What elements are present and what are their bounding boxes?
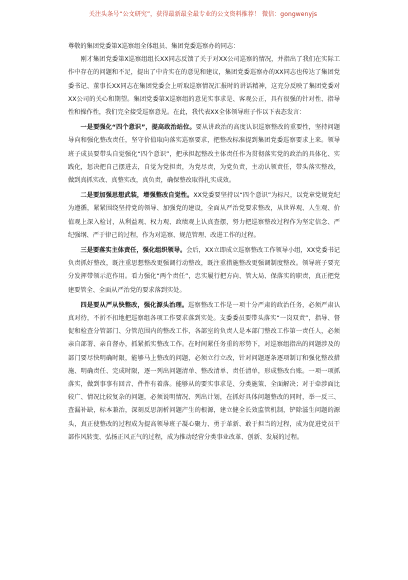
paragraph: [68, 244, 340, 297]
paragraph-lead: 二是要加强思想武装，增强整改自觉性。: [80, 192, 194, 200]
paragraph-body: 刚才集团党委第X巡察组组长XX同志反馈了关于对XX公司巡察的情况，并指出了我们在实际工作中存在的问题和不足，提出了中肯实在的意见和建议，集团党委巡察办的XX同志也传达了集团党委书记、董事长XX同志在集团党委会上听取巡察情况汇报时的讲话精神，这充分反映了集团党委对XX公司的关心和期望。集团党委第X巡察组的意见实事求是、客观公正，具有很强的针对性、指导性和操作性，我们完全接受巡察意见。在此，我代表XX全体领导班子作以下表态发言：: [68, 56, 340, 117]
paragraph-lead: 一是要强化“四个意识”，提高政治站位。: [80, 124, 196, 132]
paragraph-body: 会后，XX立即成立巡察整改工作领导小组，XX党委书记负责抓好整改，既注重思想整改更强调行动整改，既注重措施整改更强调制度整改。领导班子要充分发挥带领示范作用。看力强化“两个责任”，忠实履行把方向、管大局、保落实的职责，真正把党建要管全、全面从严治党的要求落到实处。: [68, 247, 340, 294]
paragraph-body: XX党委要坚持以“四个意识”为标尺，以党章党规党纪为遵循，紧紧围绕坚持党的领导、加强党的建设，全面从严治党要求整改，从世界观、人生观、价值观上深入检讨，从利益观、权力观、政绩观上认真查摆，努力把巡察整改过程作为坚定信念、严纪强纲、严于律己的过程，作为对巡察、规范管理、改进工作的过程。: [68, 192, 341, 239]
header-banner: [62, 6, 344, 21]
paragraph-lead: 三是要落实主体责任，强化组织领导。: [80, 247, 187, 255]
paragraph: [68, 53, 340, 119]
paragraph: [68, 189, 340, 242]
salutation: 尊敬的集团党委第X巡察组全体组员、集团党委巡察办的同志：: [68, 43, 240, 50]
paragraph: [68, 299, 340, 444]
paragraph-body: 巡察整改工作是一项十分严肃的政治任务，必须严肃认真对待，不折不扣地把巡察组各项工作要求落到实处。支委委员要带头落实“一岗双责”，指导、督促和检查分管部门、分管范围内的整改工作，各部室的负责人是本部门整改工作第一责任人，必须亲自部署、亲自督办，抓紧抓实整改工作。在时间紧任务重的形势下，对巡察组指出的问题涉及的部门要尽快明确时限，能够马上整改的问题，必须立行立改，针对问题逐条逐项制订和强化整改措施、明确责任、完成时限，逐一列出问题清单、整改清单、责任清单，形成整改台账。一项一项抓落实，做到事事有回音、件件有着落。能够从的要实事求是、分类施策、全面解决；对于牵涉面比较广、情况比较复杂的问题，必须说明情况、列出计划，在抓好具体问题整改的同时，举一反三、查漏补缺，标本兼治，深刻反思剖析问题产生的根源，建立健全长效监管机制，铲除滋生问题的源头，真正使整改的过程成为提高领导班子凝心聚力、勇于革新、敢于担当的过程，成为促进党员干部作风转变、弘扬正风正气的过程，成为推动经营分类事业改革、创新、发展的过程。: [68, 301, 341, 441]
paragraph-lead: 四是要从严从快整改，强化源头治理。: [80, 301, 189, 309]
banner-text: 关注头条号“公文研究”，获得最新最全最专业的公文资料推荐！ 微信：gongwenyjs: [88, 11, 318, 18]
paragraph-body: 要从讲政治的高度认识巡察整改的重要性，坚持问题导向和强化整改责任，坚守价值取向落实巡察要求，把整改标准提到集团党委巡察要求上来。领导班子成员要带头自觉强化“四个意识”，把承担起整改主体责任作为贯彻落实党的政治的具体化、实践化，惩决把自己摆进去，自觉为党担责，为党尽责，为党负责，主动认领责任，带头落实整改，做到真抓实改、真整实改，真负责，确保整改取得扎实成效。: [68, 124, 340, 185]
paragraph: [68, 121, 340, 187]
document-body: [68, 40, 340, 444]
